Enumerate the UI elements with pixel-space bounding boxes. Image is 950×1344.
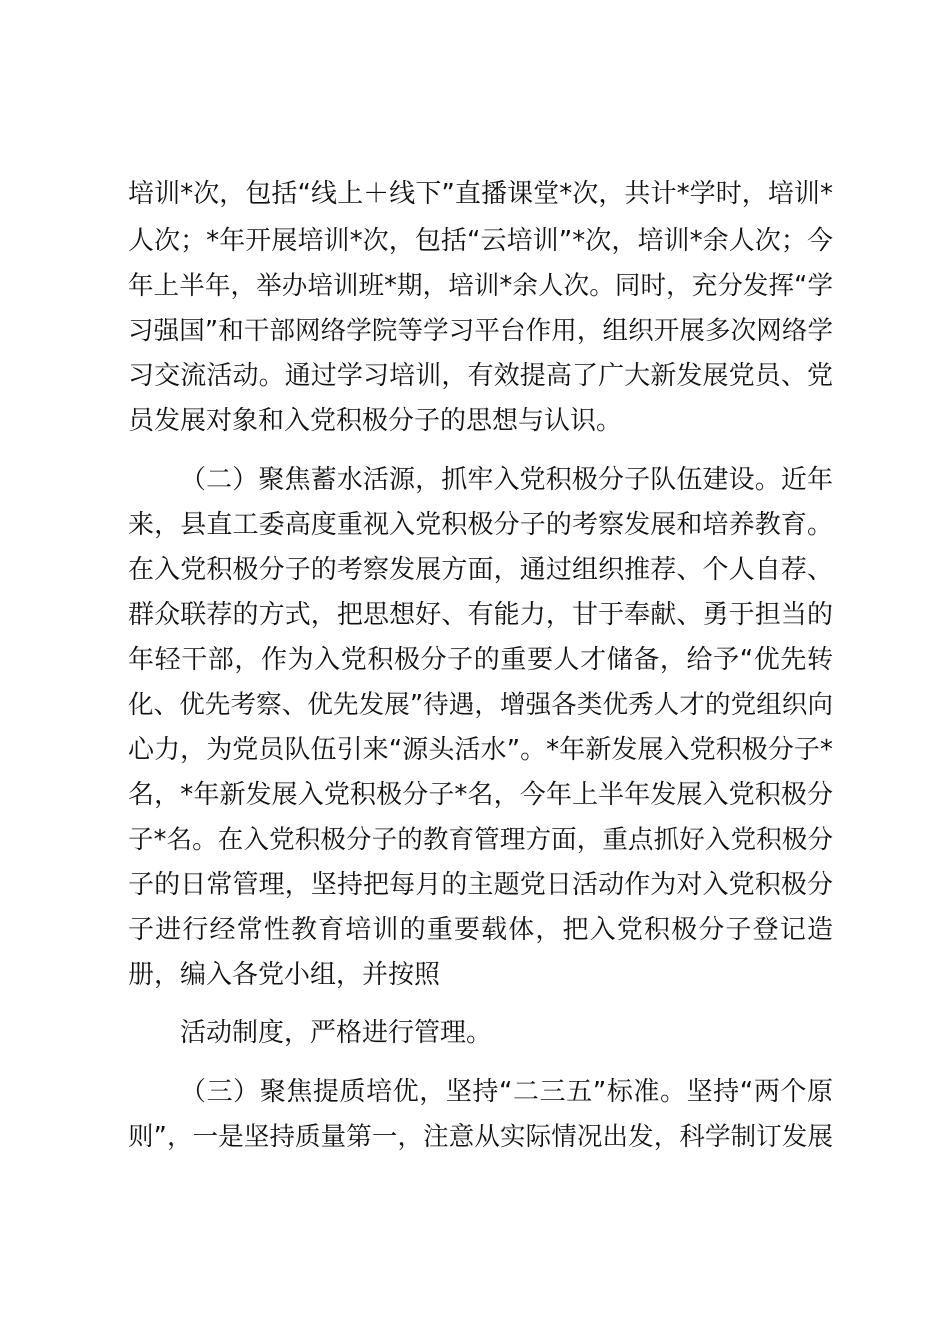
section-heading-line: （三）聚焦提质培优，坚持“二三五”标准。坚持“两个原 <box>180 1077 833 1107</box>
body-text-line: 心力，为党员队伍引来“源头活水”。*年新发展入党积极分子* <box>128 735 833 765</box>
section-heading-line: （二）聚焦蓄水活源，抓牢入党积极分子队伍建设。近年 <box>180 465 833 495</box>
body-text-line: 子进行经常性教育培训的重要载体，把入党积极分子登记造 <box>128 915 833 945</box>
body-text-line: 子*名。在入党积极分子的教育管理方面，重点抓好入党积极分 <box>128 825 833 855</box>
body-text-line: 人次；*年开展培训*次，包括“云培训”*次，培训*余人次；今 <box>128 226 833 256</box>
body-text-line: 册，编入各党小组，并按照 <box>128 960 441 990</box>
body-text-line: 在入党积极分子的考察发展方面，通过组织推荐、个人自荐、 <box>128 555 833 585</box>
body-text-line: 活动制度，严格进行管理。 <box>180 1018 493 1048</box>
body-text-line: 培训*次，包括“线上＋线下”直播课堂*次，共计*学时，培训* <box>128 179 833 209</box>
body-text-line: 则”，一是坚持质量第一，注意从实际情况出发，科学制订发展 <box>128 1122 833 1152</box>
body-text-line: 来，县直工委高度重视入党积极分子的考察发展和培养教育。 <box>128 510 833 540</box>
body-text-line: 年上半年，举办培训班*期，培训*余人次。同时，充分发挥“学 <box>128 271 833 301</box>
body-text-line: 员发展对象和入党积极分子的思想与认识。 <box>128 406 623 436</box>
body-text-line: 名，*年新发展入党积极分子*名，今年上半年发展入党积极分 <box>128 780 833 810</box>
body-text-line: 习强国”和干部网络学院等学习平台作用，组织开展多次网络学 <box>128 316 833 346</box>
body-text-line: 群众联荐的方式，把思想好、有能力，甘于奉献、勇于担当的 <box>128 600 833 630</box>
body-text-line: 习交流活动。通过学习培训，有效提高了广大新发展党员、党 <box>128 361 833 391</box>
body-text-line: 化、优先考察、优先发展”待遇，增强各类优秀人才的党组织向 <box>128 690 833 720</box>
body-text-line: 年轻干部，作为入党积极分子的重要人才储备，给予“优先转 <box>128 645 833 675</box>
body-text-line: 子的日常管理，坚持把每月的主题党日活动作为对入党积极分 <box>128 870 833 900</box>
